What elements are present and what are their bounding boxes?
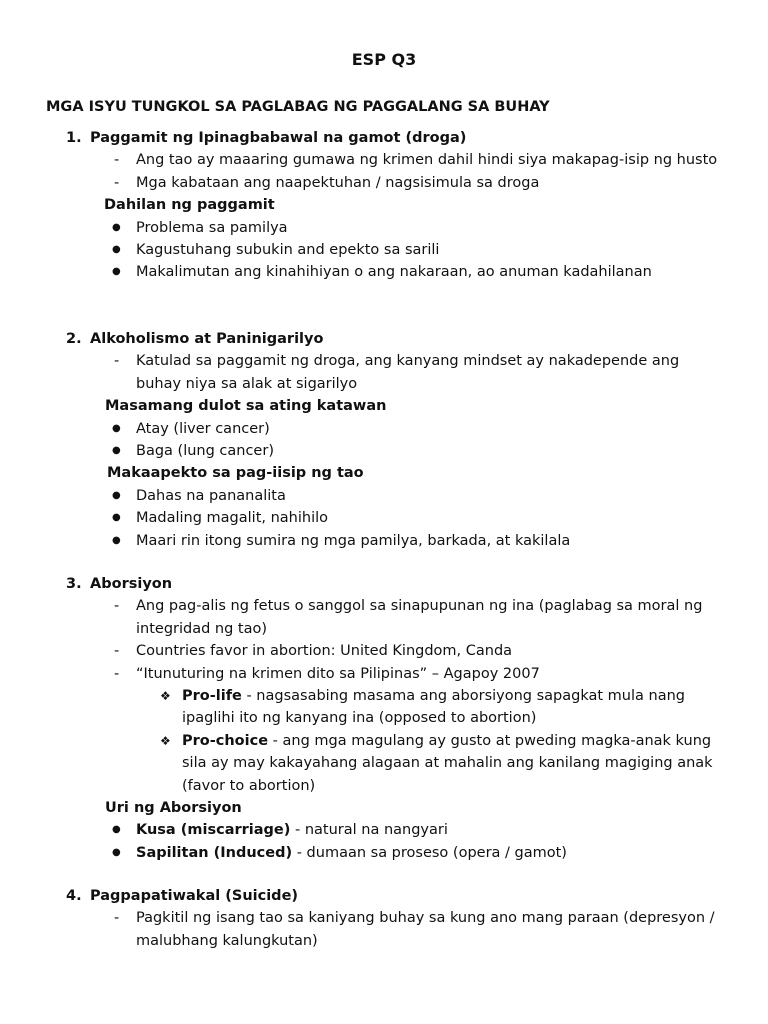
dash-item: - “Itunuturing na krimen dito sa Pilipinas” – Agapoy 2007: [0, 663, 768, 685]
bullet-item: ● Dahas na pananalita: [0, 485, 768, 507]
dash-item: - Countries favor in abortion: United Kingdom, Canda: [0, 640, 768, 662]
bullet-icon: ●: [112, 489, 121, 501]
bullet-item: ● Kusa (miscarriage) - natural na nangyari: [0, 819, 768, 841]
bullet-icon: ●: [112, 422, 121, 434]
dash-icon: -: [114, 174, 120, 191]
dash-icon: -: [114, 665, 120, 682]
section-title: Alkoholismo at Paninigarilyo: [90, 331, 324, 347]
section-number: 1.: [66, 130, 82, 146]
dash-icon: -: [114, 152, 120, 169]
page-title: ESP Q3: [351, 50, 417, 69]
bullet-icon: ●: [112, 534, 121, 546]
bullet-icon: ●: [112, 824, 121, 836]
term: Sapilitan (Induced): [136, 844, 293, 861]
subheading: Uri ng Aborsiyon: [105, 800, 242, 817]
section-title: Pagpapatiwakal (Suicide): [90, 888, 299, 904]
section-title: Aborsiyon: [90, 576, 173, 592]
term: Pro-choice: [182, 732, 269, 749]
dash-item: - Katulad sa paggamit ng droga, ang kanyang mindset ay nakadepende ang buhay niya sa alak at sigarilyo: [0, 350, 768, 395]
bullet-icon: ●: [112, 266, 121, 278]
subheading: Masamang dulot sa ating katawan: [105, 398, 387, 415]
bullet-icon: ●: [112, 445, 121, 457]
bullet-item: ● Atay (liver cancer): [0, 418, 768, 440]
bullet-icon: ●: [112, 512, 121, 524]
diamond-item: ❖ Pro-choice - ang mga magulang ay gusto at pweding magka-anak kung sila ay may kakayahang alagaan at mahalin ang kanilang magiging anak (favor to abortion): [0, 730, 768, 797]
dash-icon: -: [114, 353, 120, 370]
section-number: 2.: [66, 331, 82, 347]
bullet-item: ● Maari rin itong sumira ng mga pamilya, barkada, at kakilala: [0, 530, 768, 552]
dash-item: - Ang tao ay maaaring gumawa ng krimen dahil hindi siya makapag-isip ng husto: [0, 149, 768, 171]
bullet-icon: ●: [112, 846, 121, 858]
bullet-item: ● Sapilitan (Induced) - dumaan sa proseso (opera / gamot): [0, 842, 768, 864]
diamond-icon: ❖: [160, 689, 171, 704]
bullet-item: ● Madaling magalit, nahihilo: [0, 507, 768, 529]
term: Pro-life: [182, 688, 242, 705]
bullet-item: ● Makalimutan ang kinahihiyan o ang nakaraan, ao anuman kadahilanan: [0, 261, 768, 283]
bullet-icon: ●: [112, 244, 121, 256]
dash-item: - Mga kabataan ang naapektuhan / nagsisimula sa droga: [0, 172, 768, 194]
bullet-icon: ●: [112, 221, 121, 233]
section-number: 4.: [66, 888, 82, 904]
diamond-icon: ❖: [160, 733, 171, 748]
term: Kusa (miscarriage): [136, 822, 291, 839]
subheading: Dahilan ng paggamit: [104, 197, 275, 214]
dash-icon: -: [114, 598, 120, 615]
bullet-item: ● Baga (lung cancer): [0, 440, 768, 462]
dash-item: - Ang pag-alis ng fetus o sanggol sa sinapupunan ng ina (paglabag sa moral ng integridad ng tao): [0, 595, 768, 640]
dash-icon: -: [114, 643, 120, 660]
bullet-item: ● Problema sa pamilya: [0, 217, 768, 239]
section-number: 3.: [66, 576, 82, 592]
section-title: Paggamit ng Ipinagbabawal na gamot (droga): [90, 130, 467, 146]
diamond-item: ❖ Pro-life - nagsasabing masama ang aborsiyong sapagkat mula nang ipaglihi ito ng kanyang ina (opposed to abortion): [0, 685, 768, 730]
dash-icon: -: [114, 910, 120, 927]
main-heading: MGA ISYU TUNGKOL SA PAGLABAG NG PAGGALANG SA BUHAY: [46, 99, 550, 115]
subheading: Makaapekto sa pag-iisip ng tao: [107, 465, 364, 482]
bullet-item: ● Kagustuhang subukin and epekto sa sarili: [0, 239, 768, 261]
dash-item: - Pagkitil ng isang tao sa kaniyang buhay sa kung ano mang paraan (depresyon / malubhang kalungkutan): [0, 907, 768, 952]
